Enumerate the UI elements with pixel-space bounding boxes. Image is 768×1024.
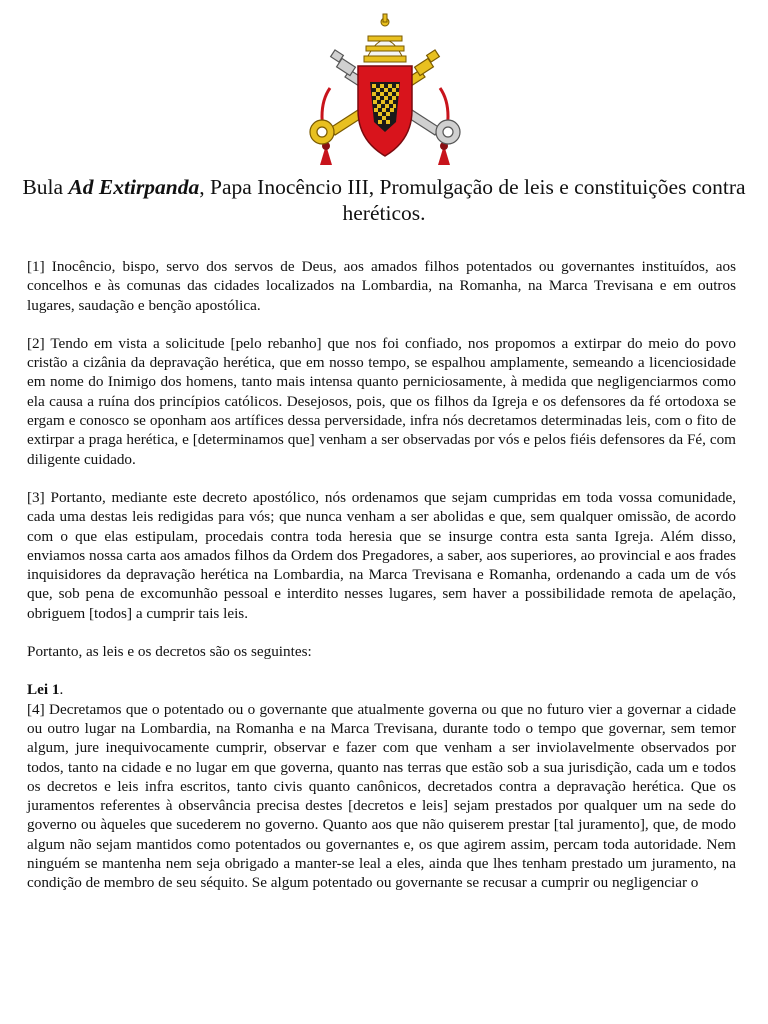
law-heading-label: Lei 1 [27,681,60,699]
law-1-text: [4] Decretamos que o potentado ou o governante que atualmente governa ou que no futuro vier a governar a cidade ou outro lugar na Lombardia, na Romanha e na Marca Trevisana, durante todo o tempo que governar, sem temor algum, jure inequivocamente cumprir, observar e fazer com que venham a ser inviolavelmente observados por todos, tanto na cidade e no lugar em que governa, quanto nas terras que estão sob a sua jurisdição, cada um e todos os decretos e leis infra escritos, tanto civis quanto canônicos, decretados contra a depravação herética. Que os juramentos referentes à observância precisa destes [decretos e leis] sejam prestados por qualquer um na sede do governo ou àqueles que sucederem no governo. Quanto aos que não quiserem prestar [tal juramento], que, de modo algum não sejam mantidos como potentados ou governantes e, os que agirem assim, percam toda autoridade. Nem ninguém se mantenha nem seja obrigado a manter-se leal a eles, ainda que lhes tenham prestado um juramento, na condição de membro de seu séquito. Se algum potentado ou governante se recusar a cumprir ou negligenciar o [27,700,736,892]
title-rest: , Papa Inocêncio III, Promulgação de leis e constituições contra heréticos. [199,175,746,225]
paragraph-3: [3] Portanto, mediante este decreto apostólico, nós ordenamos que sejam cumpridas em toda vossa comunidade, cada uma destas leis redigidas para vós; que nunca venham a ser abolidas e que, sem qualquer omissão, de acordo com o que elas estipulam, procedais contra toda heresia que se insurge contra esta santa Igreja. Além disso, enviamos nossa carta aos amados filhos da Ordem dos Pregadores, a saber, aos superiores, ao provincial e aos frades inquisidores da depravação herética na Lombardia, na Marca Trevisana e Romanha, ordenando a cada um de vós que, sob pena de excomunhão pessoal e interdito nesses lugares, sem haver a possibilidade remota de apelação, obriguem [todos] a cumprir tais leis. [27,488,736,622]
law-heading-suffix: . [59,681,64,699]
law-heading [27,680,736,699]
paragraph-2: [2] Tendo em vista a solicitude [pelo rebanho] que nos foi confiado, nos propomos a extirpar do meio do povo cristão a cizânia da depravação herética, que em nosso tempo, se espalhou amplamente, semeando a licenciosidade em nome do Inimigo dos homens, tanto mais intensa quanto perniciosamente, à medida que negligenciarmos como ela causa a ruína dos princípios católicos. Desejosos, pois, que os filhos da Igreja e os defensores da fé ortodoxa se ergam e conosco se oponham aos artífices dessa perversidade, infra nós decretamos determinadas leis, com o fito de extirpar a praga herética, e [determinamos que] venham a ser observadas por vós e pelos fiéis defensores da Fé, com diligente cuidado. [27,334,736,468]
document-title [20,174,748,226]
paragraph-1: [1] Inocêncio, bispo, servo dos servos de Deus, aos amados filhos potentados ou governantes instituídos, aos concelhos e às comunas das cidades localizados na Lombardia, na Romanha, na Marca Trevisana e em outros lugares, saudação e benção apostólica. [27,258,736,314]
paragraph-4: Portanto, as leis e os decretos são os seguintes: [27,643,312,661]
document-body [27,257,736,912]
title-prefix: Bula [22,175,69,199]
papal-coat-of-arms-icon [300,10,470,172]
title-italic: Ad Extirpanda [68,175,200,199]
